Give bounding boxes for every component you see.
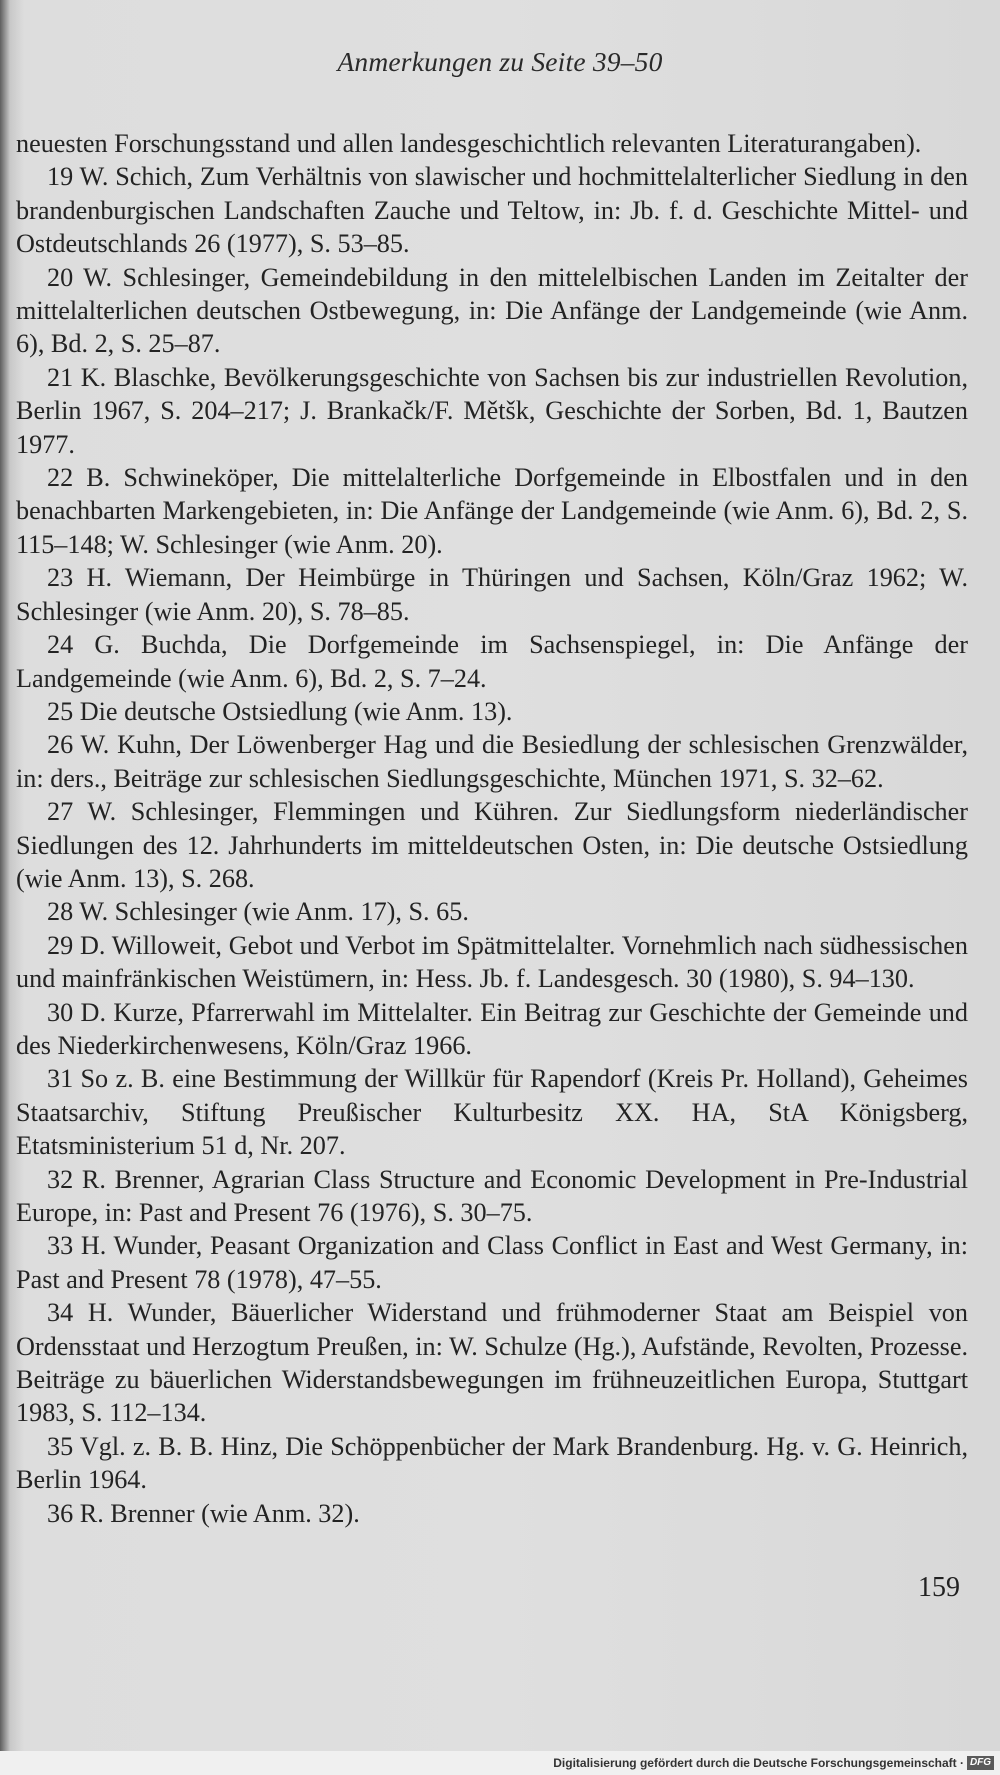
endnote-32: 32 R. Brenner, Agrarian Class Structure and Economic Development in Pre-Industrial Europe, in: Past and Present 76 (1976), S. 30–75. xyxy=(16,1164,968,1227)
endnote-26: 26 W. Kuhn, Der Löwenberger Hag und die Besiedlung der schlesischen Grenzwälder, in: ders., Beiträge zur schlesischen Siedlungsgeschichte, München 1971, S. 32–62. xyxy=(16,730,968,793)
endnote-19: 19 W. Schich, Zum Verhältnis von slawischer und hochmittelalterlicher Siedlung in den brandenburgischen Landschaften Zauche und Teltow, in: Jb. f. d. Geschichte Mittel- und Ostdeutschlands 26 (1977), S. 53–85. xyxy=(16,162,968,259)
funding-credit: Digitalisierung gefördert durch die Deutsche Forschungsgemeinschaft · xyxy=(553,1756,964,1770)
endnote-34: 34 H. Wunder, Bäuerlicher Widerstand und frühmoderner Staat am Beispiel von Ordensstaat und Herzogtum Preußen, in: W. Schulze (Hg.), Aufstände, Revolten, Prozesse. Beiträge zu bäuerlichen Widerstandsbewegungen im frühneuzeitlichen Europa, Stuttgart 1983, S. 112–134. xyxy=(16,1298,969,1428)
endnote-30: 30 D. Kurze, Pfarrerwahl im Mittelalter. Ein Beitrag zur Geschichte der Gemeinde und des Niederkirchenwesens, Köln/Graz 1966. xyxy=(16,997,968,1060)
running-header: Anmerkungen zu Seite 39–50 xyxy=(337,46,663,77)
page-number: 159 xyxy=(918,1572,960,1603)
endnote-24: 24 G. Buchda, Die Dorfgemeinde im Sachsenspiegel, in: Die Anfänge der Landgemeinde (wie Anm. 6), Bd. 2, S. 7–24. xyxy=(16,630,968,693)
endnote-36: 36 R. Brenner (wie Anm. 32). xyxy=(47,1498,360,1528)
endnote-35: 35 Vgl. z. B. B. Hinz, Die Schöppenbücher der Mark Brandenburg. Hg. v. G. Heinrich, Berlin 1964. xyxy=(16,1431,968,1495)
endnote-continuation: neuesten Forschungsstand und allen landesgeschichtlich relevanten Literaturangaben). xyxy=(16,129,922,158)
endnote-23: 23 H. Wiemann, Der Heimbürge in Thüringen und Sachsen, Köln/Graz 1962; W. Schlesinger (wie Anm. 20), S. 78–85. xyxy=(16,563,968,626)
endnote-22: 22 B. Schwineköper, Die mittelalterliche Dorfgemeinde in Elbostfalen und in den benachbarten Markengebieten, in: Die Anfänge der Landgemeinde (wie Anm. 6), Bd. 2, S. 115–148; W. Schlesinger (wie Anm. 20). xyxy=(16,463,968,559)
digitization-footer xyxy=(0,1751,1000,1775)
endnote-21: 21 K. Blaschke, Bevölkerungsgeschichte von Sachsen bis zur industriellen Revolution, Berlin 1967, S. 204–217; J. Brankačk/F. Mětšk, Geschichte der Sorben, Bd. 1, Bautzen 1977. xyxy=(16,362,968,459)
dfg-logo-icon: DFG xyxy=(967,1756,994,1770)
endnote-31: 31 So z. B. eine Bestimmung der Willkür für Rapendorf (Kreis Pr. Holland), Geheimes Staatsarchiv, Stiftung Preußischer Kulturbesitz XX. HA, StA Königsberg, Etatsministerium 51 d, Nr. 207. xyxy=(16,1064,968,1161)
endnote-20: 20 W. Schlesinger, Gemeindebildung in den mittelelbischen Landen im Zeitalter der mittelalterlichen deutschen Ostbewegung, in: Die Anfänge der Landgemeinde (wie Anm. 6), Bd. 2, S. 25–87. xyxy=(16,262,968,359)
endnote-33: 33 H. Wunder, Peasant Organization and Class Conflict in East and West Germany, in: Past and Present 78 (1978), 47–55. xyxy=(16,1231,968,1294)
endnote-29: 29 D. Willoweit, Gebot und Verbot im Spätmittelalter. Vornehmlich nach südhessischen und mainfränkischen Weistümern, in: Hess. Jb. f. Landesgesch. 30 (1980), S. 94–130. xyxy=(16,930,968,994)
endnote-27: 27 W. Schlesinger, Flemmingen und Kühren. Zur Siedlungsform niederländischer Siedlungen des 12. Jahrhunderts im mitteldeutschen Osten, in: Die deutsche Ostsiedlung (wie Anm. 13), S. 268. xyxy=(16,797,968,893)
endnote-28: 28 W. Schlesinger (wie Anm. 17), S. 65. xyxy=(47,897,469,927)
endnotes-list xyxy=(16,127,968,1530)
endnote-25: 25 Die deutsche Ostsiedlung (wie Anm. 13). xyxy=(47,696,513,726)
